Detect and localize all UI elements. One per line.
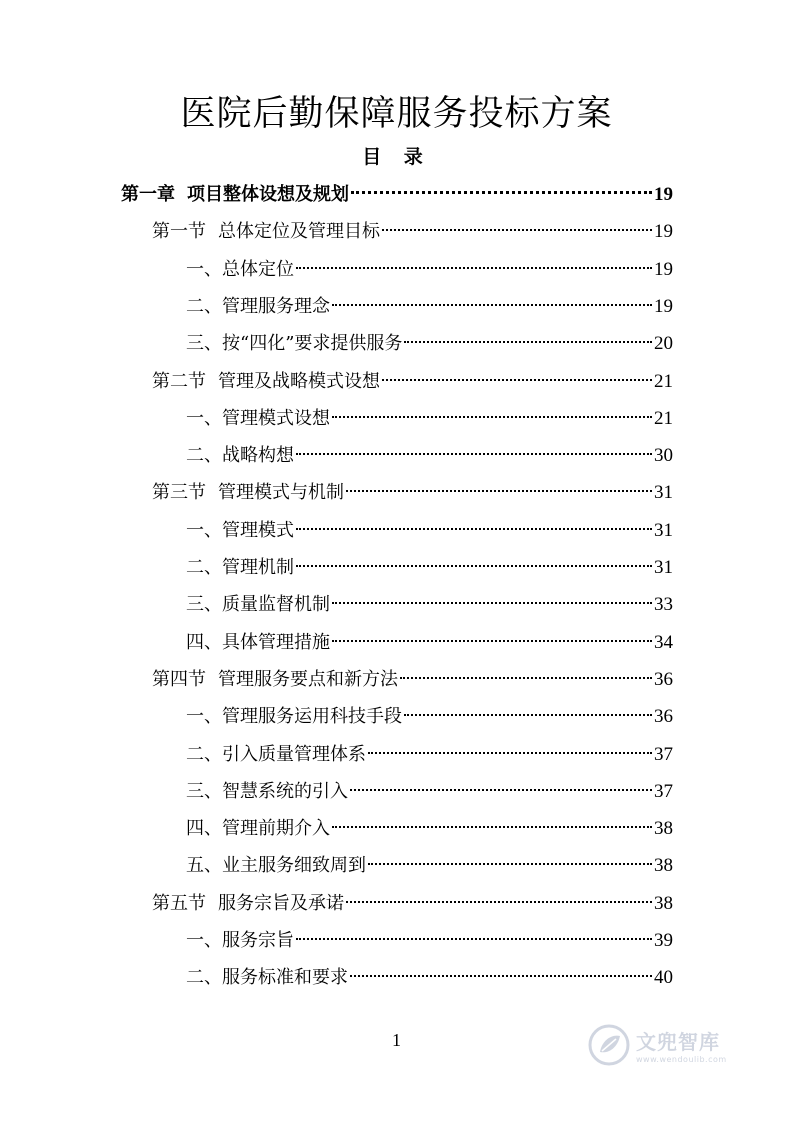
toc-entry-page: 38 xyxy=(654,855,673,877)
toc-entry[interactable] xyxy=(152,474,673,511)
toc-entry-label xyxy=(186,773,348,810)
toc-entry-label xyxy=(186,437,294,474)
toc-entry-text: 服务宗旨 xyxy=(222,930,294,951)
toc-entry-label xyxy=(186,549,294,586)
toc-entry-text: 引入质量管理体系 xyxy=(222,743,366,765)
toc-entry-text: 服务宗旨及承诺 xyxy=(218,892,344,914)
toc-entry-label xyxy=(186,810,330,847)
toc-leader-dots xyxy=(332,638,652,642)
document-title: 医院后勤保障服务投标方案 xyxy=(180,94,613,134)
toc-entry-text: 按“四化”要求提供服务 xyxy=(222,333,403,355)
toc-entry-page: 38 xyxy=(654,818,673,840)
toc-entry-text: 管理前期介入 xyxy=(222,818,330,840)
toc-entry-page: 19 xyxy=(654,295,673,317)
toc-entry-label xyxy=(152,213,380,250)
toc-entry[interactable] xyxy=(152,213,673,250)
toc-entry-page: 36 xyxy=(654,668,673,690)
toc-entry-label xyxy=(186,400,330,437)
toc-entry-label xyxy=(186,325,402,362)
toc-entry-text: 管理及战略模式设想 xyxy=(218,370,380,392)
toc-entry[interactable] xyxy=(186,810,673,847)
toc-entry-text: 管理模式设想 xyxy=(222,407,330,429)
toc-leader-dots xyxy=(368,750,652,754)
toc-leader-dots xyxy=(296,936,652,940)
toc-entry-label xyxy=(186,288,330,325)
toc-leader-dots xyxy=(382,377,652,381)
toc-entry-number: 一、 xyxy=(186,519,222,541)
toc-entry-text: 管理服务要点和新方法 xyxy=(218,668,398,690)
toc-entry-page: 39 xyxy=(654,930,673,951)
page-number: 1 xyxy=(392,1030,401,1050)
toc-entry[interactable] xyxy=(186,437,673,474)
toc-entry[interactable] xyxy=(152,661,673,698)
toc-leader-dots xyxy=(368,861,652,865)
toc-leader-dots xyxy=(404,712,652,716)
toc-entry-label xyxy=(186,251,294,288)
toc-entry-text: 总体定位 xyxy=(222,258,294,280)
toc-leader-dots xyxy=(296,526,652,530)
toc-entry[interactable] xyxy=(186,736,673,773)
toc-leader-dots xyxy=(296,451,652,455)
toc-leader-dots xyxy=(296,265,652,269)
toc-entry-page: 38 xyxy=(654,892,673,914)
toc-entry-number: 第一节 xyxy=(152,221,206,243)
toc-entry-number: 二、 xyxy=(186,743,222,765)
toc-leader-dots xyxy=(382,227,652,231)
toc-leader-dots xyxy=(332,414,652,418)
toc-entry[interactable] xyxy=(186,586,673,623)
toc-heading: 目 录 xyxy=(362,146,431,168)
toc-entry-page: 36 xyxy=(654,706,673,728)
toc-entry-page: 34 xyxy=(654,631,673,653)
toc-entry-number: 第一章 xyxy=(121,184,175,205)
toc-entry-label xyxy=(186,922,294,959)
toc-entry-label xyxy=(186,586,330,623)
watermark xyxy=(588,1020,768,1070)
toc-entry[interactable] xyxy=(186,847,673,884)
toc-entry-number: 第四节 xyxy=(152,668,206,690)
toc-entry[interactable] xyxy=(186,959,673,996)
toc-entry-number: 三、 xyxy=(186,333,222,355)
toc-entry-label xyxy=(186,624,330,661)
toc-entry-page: 21 xyxy=(654,407,673,429)
toc-entry[interactable] xyxy=(186,549,673,586)
toc-entry-label xyxy=(152,363,380,400)
toc-leader-dots xyxy=(296,563,652,567)
toc-entry-page: 31 xyxy=(654,519,673,541)
toc-entry[interactable] xyxy=(186,288,673,325)
toc-leader-dots xyxy=(346,899,652,903)
toc-entry-page: 40 xyxy=(654,967,673,989)
toc-entry[interactable] xyxy=(186,400,673,437)
watermark-name: 文兜智库 xyxy=(636,1030,720,1054)
toc-entry-text: 项目整体设想及规划 xyxy=(187,184,349,205)
toc-entry-label xyxy=(186,698,402,735)
toc-entry-number: 一、 xyxy=(186,930,222,951)
toc-leader-dots xyxy=(400,675,652,679)
toc-entry-page: 19 xyxy=(654,258,673,280)
toc-entry-page: 37 xyxy=(654,743,673,765)
toc-leader-dots xyxy=(332,302,652,306)
toc-entry-page: 19 xyxy=(654,184,673,205)
toc-entry-text: 具体管理措施 xyxy=(222,631,330,653)
toc-entry-text: 管理机制 xyxy=(222,557,294,578)
toc-entry-text: 智慧系统的引入 xyxy=(222,780,348,802)
toc-entry[interactable] xyxy=(186,512,673,549)
toc-leader-dots xyxy=(346,488,652,492)
toc-entry[interactable] xyxy=(121,176,673,213)
toc-leader-dots xyxy=(351,189,652,194)
toc-entry-page: 21 xyxy=(654,370,673,392)
toc-entry-number: 二、 xyxy=(186,967,222,989)
toc-entry-number: 四、 xyxy=(186,818,222,840)
leaf-logo-icon xyxy=(588,1024,630,1066)
toc-entry-number: 三、 xyxy=(186,594,222,616)
toc-entry-label xyxy=(186,512,294,549)
toc-entry-number: 二、 xyxy=(186,557,222,578)
toc-entry-text: 管理服务运用科技手段 xyxy=(222,706,402,728)
watermark-url: www.wendoulib.com xyxy=(636,1055,727,1064)
toc-entry-label xyxy=(152,661,398,698)
toc-entry-label xyxy=(186,959,348,996)
toc-entry-page: 30 xyxy=(654,445,673,467)
toc-entry-text: 管理模式与机制 xyxy=(218,482,344,504)
toc-entry[interactable] xyxy=(186,624,673,661)
toc-entry-number: 五、 xyxy=(186,855,222,877)
toc-entry-text: 管理服务理念 xyxy=(222,295,330,317)
toc-entry-text: 服务标准和要求 xyxy=(222,967,348,989)
toc-leader-dots xyxy=(350,787,652,791)
toc-leader-dots xyxy=(404,339,652,343)
toc-entry[interactable] xyxy=(186,773,673,810)
toc-entry-page: 37 xyxy=(654,780,673,802)
toc-entry[interactable] xyxy=(186,922,673,959)
toc-entry-page: 31 xyxy=(654,557,673,578)
toc-entry[interactable] xyxy=(152,363,673,400)
toc-entry-label xyxy=(152,885,344,922)
toc-entry-text: 质量监督机制 xyxy=(222,594,330,616)
toc-entry-number: 一、 xyxy=(186,258,222,280)
toc-leader-dots xyxy=(332,600,652,604)
toc-leader-dots xyxy=(350,973,652,977)
toc-entry-label xyxy=(186,847,366,884)
toc-entry-label xyxy=(152,474,344,511)
toc-entry-text: 总体定位及管理目标 xyxy=(218,221,380,243)
toc-entry-number: 四、 xyxy=(186,631,222,653)
toc-entry-page: 33 xyxy=(654,594,673,616)
toc-entry-text: 管理模式 xyxy=(222,519,294,541)
toc-entry-label xyxy=(121,176,349,213)
toc-entry[interactable] xyxy=(186,251,673,288)
toc-entry-page: 19 xyxy=(654,221,673,243)
toc-entry-page: 20 xyxy=(654,333,673,355)
toc-entry[interactable] xyxy=(152,885,673,922)
toc-entry-number: 第五节 xyxy=(152,892,206,914)
toc-entry[interactable] xyxy=(186,325,673,362)
toc-entry-number: 二、 xyxy=(186,295,222,317)
toc-entry-number: 一、 xyxy=(186,706,222,728)
toc-entry-text: 战略构想 xyxy=(222,445,294,467)
toc-leader-dots xyxy=(332,824,652,828)
toc-entry-number: 三、 xyxy=(186,780,222,802)
toc-entry-number: 第三节 xyxy=(152,482,206,504)
toc-entry[interactable] xyxy=(186,698,673,735)
toc-entry-page: 31 xyxy=(654,482,673,504)
toc-entry-number: 第二节 xyxy=(152,370,206,392)
toc-entry-number: 一、 xyxy=(186,407,222,429)
toc-entry-label xyxy=(186,736,366,773)
toc-entry-number: 二、 xyxy=(186,445,222,467)
toc-entry-text: 业主服务细致周到 xyxy=(222,855,366,877)
